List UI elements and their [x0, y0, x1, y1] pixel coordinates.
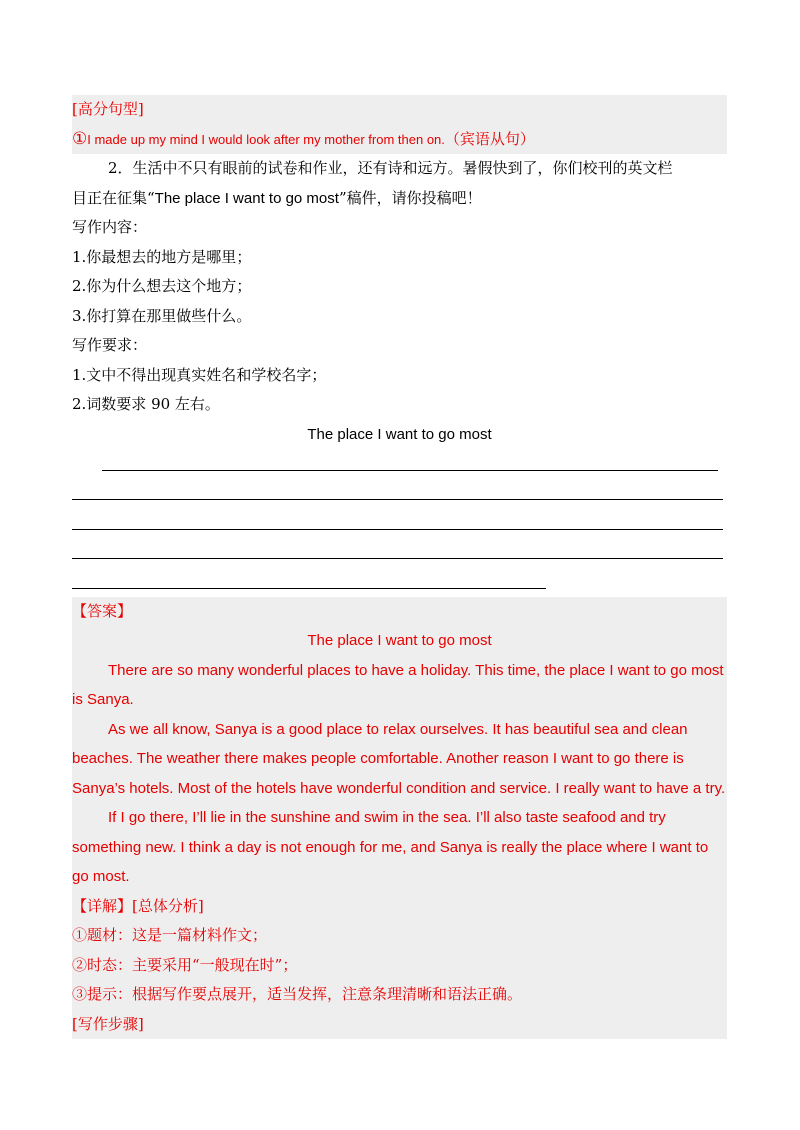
sentence-note: （宾语从句） — [444, 129, 535, 148]
content-item: 1.你最想去的地方是哪里； — [72, 247, 252, 266]
task-section — [72, 154, 727, 597]
key-sentence-box — [72, 95, 727, 154]
task-intro-line2 — [72, 184, 727, 214]
task-intro-title: The place I want to go most — [154, 189, 339, 207]
answer-section — [72, 597, 727, 1040]
sentence-text: I made up my mind I would look after my mother from then on. — [87, 131, 445, 147]
analysis-tag: [总体分析] — [132, 896, 204, 915]
analysis-item: ③提示：根据写作要点展开，适当发挥，注意条理清晰和语法正确。 — [72, 985, 523, 1003]
essay-title: The place I want to go most — [307, 425, 492, 443]
content-item: 3.你打算在那里做些什么。 — [72, 306, 252, 325]
writing-line[interactable] — [72, 538, 727, 568]
analysis-label: 【详解】 — [72, 896, 133, 915]
task-intro-part-c: ”稿件，请你投稿吧！ — [338, 188, 482, 207]
key-sentence — [72, 125, 727, 155]
analysis-item: ②时态：主要采用“一般现在时”； — [72, 955, 298, 974]
content-heading: 写作内容： — [72, 218, 148, 236]
writing-steps-tag: [写作步骤] — [72, 1014, 144, 1033]
analysis-item: ①题材：这是一篇材料作文； — [72, 926, 268, 944]
task-intro-part-a: 目正在征集“ — [72, 188, 155, 207]
answer-paragraph: There are so many wonderful places to have a holiday. This time, the place I want to go most is Sanya. — [72, 661, 724, 708]
requirement-item: 1.文中不得出现真实姓名和学校名字； — [72, 365, 327, 384]
document-page — [72, 95, 727, 1039]
answer-paragraph: If I go there, I’ll lie in the sunshine and swim in the sea. I’ll also taste seafood and try something new. I think a day is not enough for me, and Sanya is really the place where I want to go most. — [72, 809, 709, 885]
task-intro-line1: 2．生活中不只有眼前的试卷和作业，还有诗和远方。暑假快到了，你们校刊的英文栏 — [108, 159, 673, 177]
content-item: 2.你为什么想去这个地方； — [72, 277, 252, 295]
writing-line[interactable] — [72, 567, 727, 597]
answer-label: 【答案】 — [72, 601, 133, 620]
requirement-item: 2.词数要求 90 左右。 — [72, 395, 220, 413]
requirements-heading: 写作要求： — [72, 336, 148, 354]
writing-line[interactable] — [72, 479, 727, 509]
answer-paragraph: As we all know, Sanya is a good place to relax ourselves. It has beautiful sea and clean beaches. The weather there makes people comfortable. Another reason I want to go there is Sanya’s hotels. Most of the hotels have wonderful condition and service. I really want to have a try. — [72, 720, 726, 797]
key-sentence-tag: [高分句型] — [72, 100, 144, 118]
sentence-number: ① — [72, 128, 88, 149]
answer-title: The place I want to go most — [307, 632, 492, 649]
writing-line[interactable] — [72, 508, 727, 538]
writing-line[interactable] — [72, 449, 727, 479]
analysis-heading — [72, 892, 727, 922]
